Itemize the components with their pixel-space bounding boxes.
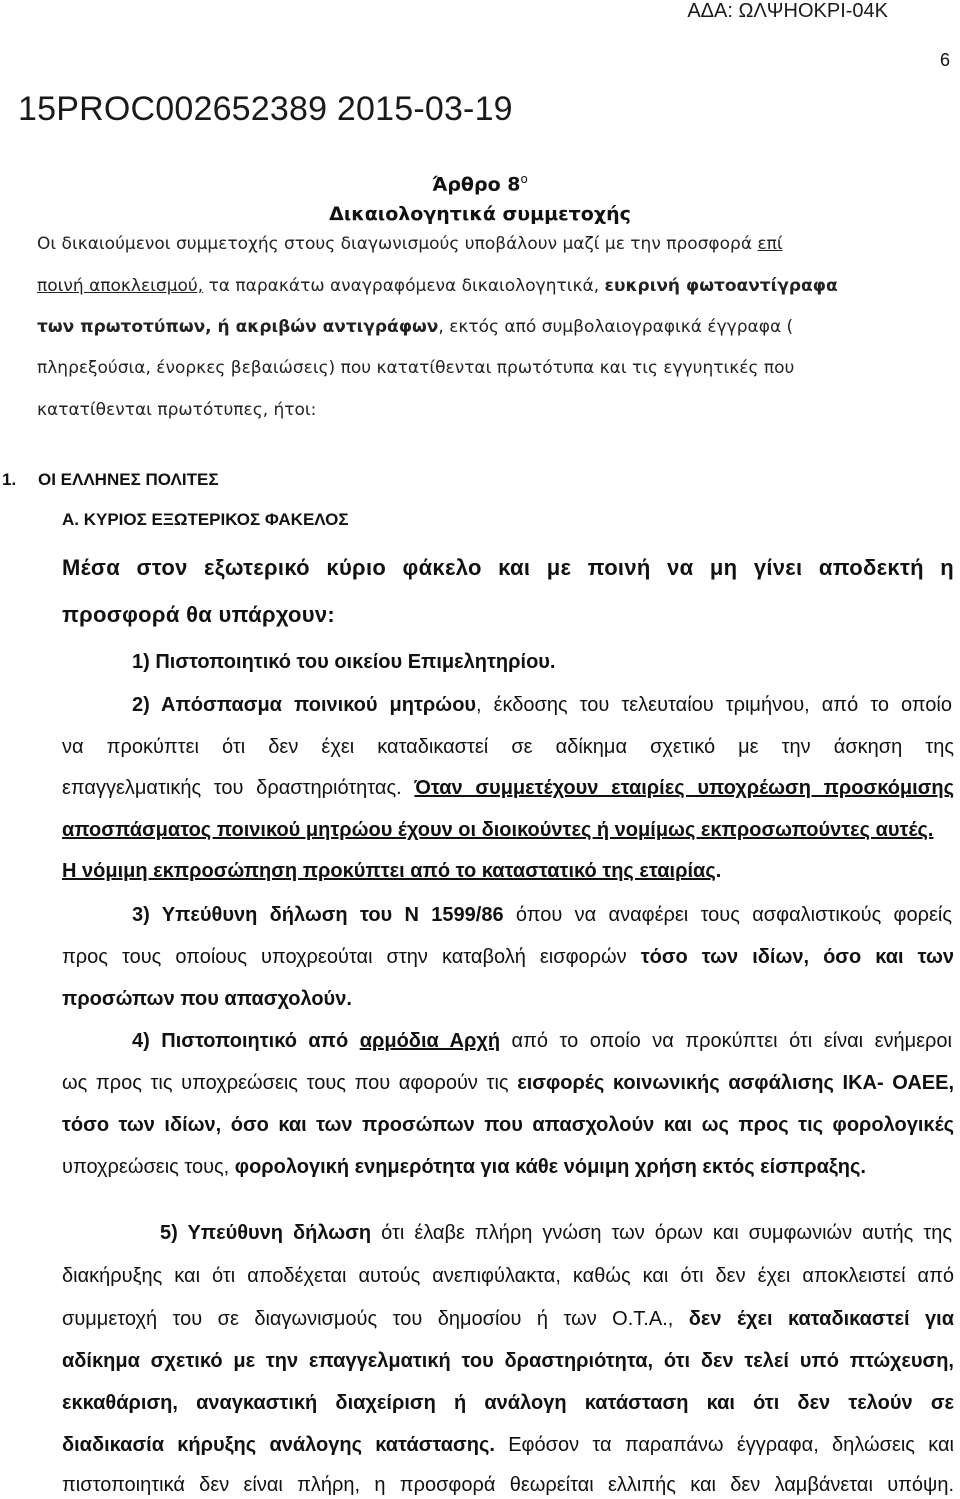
item-4-line-1: 4) Πιστοποιητικό από αρμόδια Αρχή από το οποίο να προκύπτει ότι είναι ενήμεροι <box>132 1030 952 1052</box>
item-2-line-5: Η νόμιμη εκπροσώπηση προκύπτει από το καταστατικό της εταιρίας. <box>62 860 722 882</box>
item-2-line-1: 2) Απόσπασμα ποινικού μητρώου, έκδοσης του τελευταίου τριμήνου, από το οποίο <box>132 694 952 716</box>
protocol-id: 15PROC002652389 2015-03-19 <box>18 90 513 128</box>
envelope-intro-line-1: Μέσα στον εξωτερικό κύριο φάκελο και με ποινή να μη γίνει αποδεκτή η <box>62 555 954 580</box>
section-number: 1. <box>2 470 17 489</box>
section-title: ΟΙ ΕΛΛΗΝΕΣ ΠΟΛΙΤΕΣ <box>38 470 219 489</box>
item-5-line-6: διαδικασία κήρυξης ανάλογης κατάστασης. Εφόσον τα παραπάνω έγγραφα, δηλώσεις και <box>62 1434 954 1456</box>
item-4-line-3: τόσο των ιδίων, όσο και των προσώπων που απασχολούν και ως προς τις φορολογικές <box>62 1114 954 1136</box>
item-1: 1) Πιστοποιητικό του οικείου Επιμελητηρίου. <box>132 651 556 673</box>
item-3-line-2: προς τους οποίους υποχρεούται στην καταβολή εισφορών τόσο των ιδίων, όσο και των <box>62 946 954 968</box>
intro-line-1: Οι δικαιούμενοι συμμετοχής στους διαγωνισμούς υποβάλουν μαζί με την προσφορά επί <box>37 234 783 254</box>
item-2-line-4: αποσπάσματος ποινικού μητρώου έχουν οι διοικούντες ή νομίμως εκπροσωπούντες αυτές. <box>62 819 934 841</box>
page-number: 6 <box>939 50 950 70</box>
section-subtitle: Α. ΚΥΡΙΟΣ ΕΞΩΤΕΡΙΚΟΣ ΦΑΚΕΛΟΣ <box>62 510 349 529</box>
item-4-line-4: υποχρεώσεις τους, φορολογική ενημερότητα για κάθε νόμιμη χρήση εκτός είσπραξης. <box>62 1156 866 1178</box>
intro-line-2: ποινή αποκλεισμού, τα παρακάτω αναγραφόμενα δικαιολογητικά, ευκρινή φωτοαντίγραφα <box>37 276 838 296</box>
item-3-line-1: 3) Υπεύθυνη δήλωση του Ν 1599/86 όπου να αναφέρει τους ασφαλιστικούς φορείς <box>132 904 953 926</box>
ada-code: ΑΔΑ: ΩΛΨΗΟΚΡΙ-04Κ <box>687 0 888 22</box>
article-title-superscript: ο <box>520 172 528 186</box>
article-title: Άρθρο $8^o$ <box>432 172 528 196</box>
envelope-intro-line-2: προσφορά θα υπάρχουν: <box>62 602 336 627</box>
item-5-line-3: συμμετοχή του σε διαγωνισμούς του δημοσίου ή των Ο.Τ.Α., δεν έχει καταδικαστεί για <box>62 1308 954 1330</box>
intro-line-5: κατατίθενται πρωτότυπες, ήτοι: <box>37 400 317 420</box>
article-subtitle: Δικαιολογητικά συμμετοχής <box>329 203 631 225</box>
item-5-line-2: διακήρυξης και ότι αποδέχεται αυτούς ανεπιφύλακτα, καθώς και ότι δεν έχει αποκλειστεί από <box>62 1265 954 1287</box>
intro-line-4: πληρεξούσια, ένορκες βεβαιώσεις) που κατατίθενται πρωτότυπα και τις εγγυητικές που <box>37 358 795 378</box>
item-2-line-3: επαγγελματικής του δραστηριότητας. Όταν συμμετέχουν εταιρίες υποχρέωση προσκόμισης <box>62 777 954 799</box>
item-5-line-5: εκκαθάριση, αναγκαστική διαχείριση ή ανάλογη κατάσταση και ότι δεν τελούν σε <box>62 1392 954 1414</box>
item-3-line-3: προσώπων που απασχολούν. <box>62 988 352 1010</box>
item-4-line-2: ως προς τις υποχρεώσεις τους που αφορούν τις εισφορές κοινωνικής ασφάλισης ΙΚΑ- ΟΑΕΕ, <box>62 1072 954 1094</box>
item-5-line-7: πιστοποιητικά δεν είναι πλήρη, η προσφορά θεωρείται ελλιπής και δεν λαμβάνεται υπόψη. <box>62 1474 954 1496</box>
item-5-line-1: 5) Υπεύθυνη δήλωση ότι έλαβε πλήρη γνώση των όρων και συμφωνιών αυτής της <box>160 1222 952 1244</box>
item-5-line-4: αδίκημα σχετικό με την επαγγελματική του δραστηριότητα, ότι δεν τελεί υπό πτώχευση, <box>62 1350 954 1372</box>
item-2-line-2: να προκύπτει ότι δεν έχει καταδικαστεί σε αδίκημα σχετικό με την άσκηση της <box>62 736 954 758</box>
intro-line-3: των πρωτοτύπων, ή ακριβών αντιγράφων, εκτός από συμβολαιογραφικά έγγραφα ( <box>37 317 794 337</box>
